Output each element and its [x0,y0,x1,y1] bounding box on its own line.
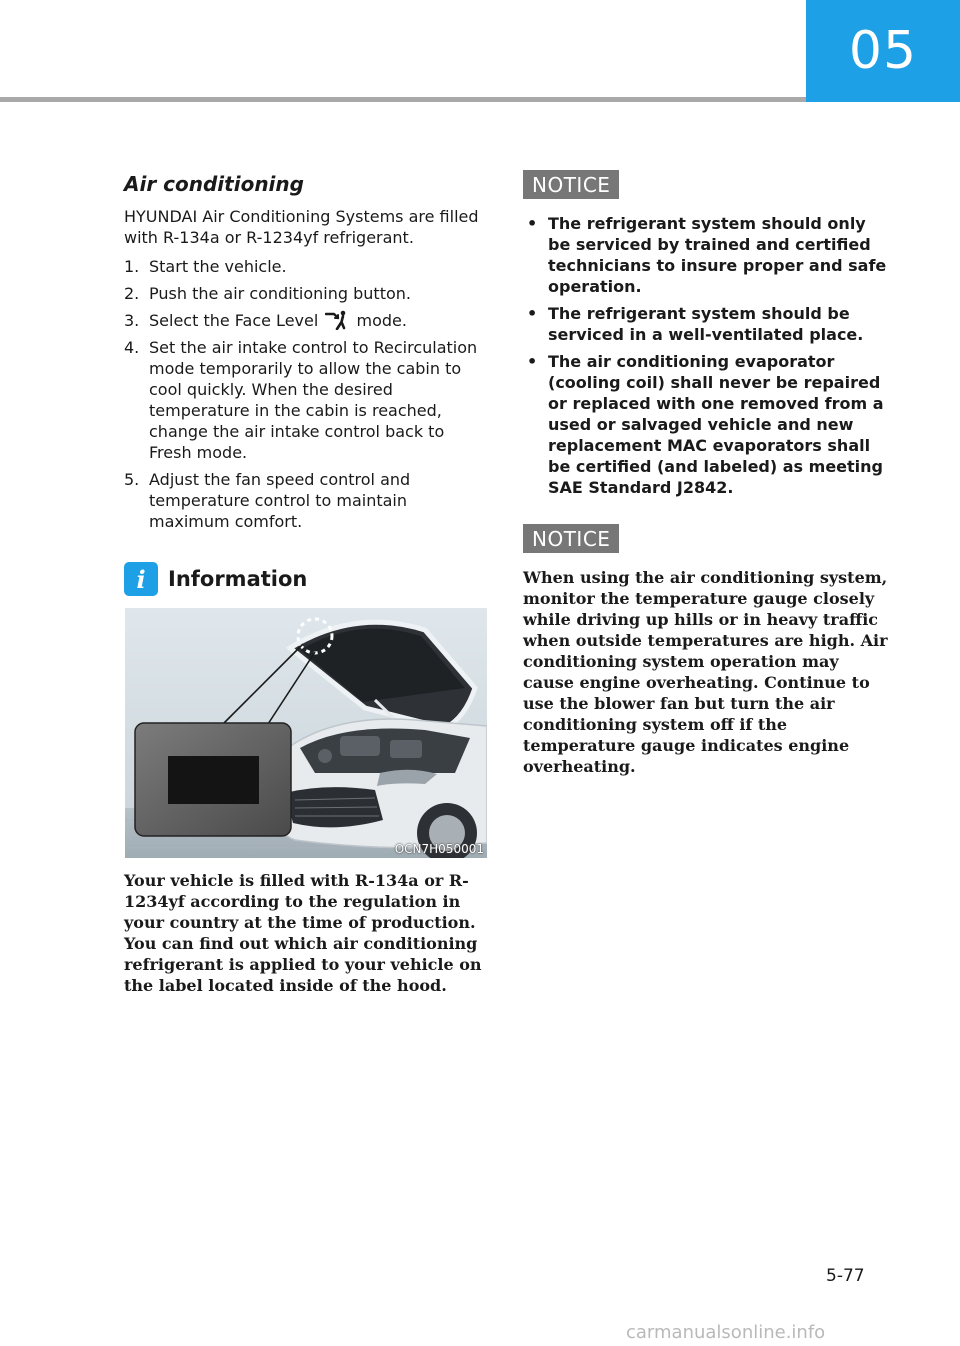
step-text: Set the air intake control to Recirculation mode temporarily to allow the cabin to cool quickly. When the desired temperature in the cabin is reached, change the air intake control back to Fresh mode. [149,338,478,462]
list-item [523,303,888,345]
hood-label-figure [125,608,487,858]
step-number: 3. [124,311,140,330]
information-header [124,562,488,596]
notice-badge: NOTICE [523,170,619,199]
step-text: Push the air conditioning button. [149,284,411,303]
notice-box [523,524,888,777]
step-text: Start the vehicle. [149,257,287,276]
bullet: • [527,352,538,371]
info-icon: i [124,562,158,596]
step-text: Adjust the fan speed control and temperature control to maintain maximum comfort. [149,470,411,531]
list-item [523,351,888,498]
face-level-icon [325,310,349,330]
notice-badge: NOTICE [523,524,619,553]
list-item [124,469,488,532]
notice-item-text: The refrigerant system should be serviced in a well-ventilated place. [548,304,864,344]
chapter-tab: 05 [806,0,960,102]
right-column [523,170,888,777]
list-item [523,213,888,297]
page-number: 5-77 [826,1266,865,1286]
hood-illustration [125,608,487,858]
list-item [124,337,488,463]
left-column [124,170,488,996]
list-item [124,256,488,277]
figure-code: OCN7H050001 [394,842,484,856]
notice-list [523,213,888,498]
section-title: Air conditioning [124,172,304,196]
notice-item-text: The refrigerant system should only be serviced by trained and certified technicians to insure proper and safe operation. [548,214,887,296]
step-text-after: mode. [356,311,407,330]
notice-text: When using the air conditioning system, monitor the temperature gauge closely while driving up hills or in heavy traffic when outside temperatures are high. Air conditioning system operation may cause engine overheating. Continue to use the blower fan but turn the air conditioning system off if the temperature gauge indicates engine overheating. [523,568,888,776]
list-item [124,310,488,331]
bullet: • [527,304,538,323]
notice-box [523,170,888,498]
step-text-before: Select the Face Level [149,311,319,330]
step-number: 4. [124,338,140,357]
list-item [124,283,488,304]
step-text [149,310,488,331]
step-number: 5. [124,470,140,489]
step-number: 2. [124,284,140,303]
notice-item-text: The air conditioning evaporator (cooling coil) shall never be repaired or replaced with one removed from a used or salvaged vehicle and new replacement MAC evaporators shall be certified (and labeled) as meeting SAE Standard J2842. [548,352,884,497]
information-title: Information [168,567,308,591]
watermark: carmanualsonline.info [626,1322,826,1343]
step-number: 1. [124,257,140,276]
bullet: • [527,214,538,233]
header-rule [0,97,806,102]
steps-list [124,256,488,532]
information-text: Your vehicle is filled with R-134a or R-1234yf according to the regulation in your country at the time of production. You can find out which air conditioning refrigerant is applied to your vehicle on the label located inside of the hood. [124,871,482,995]
section-intro: HYUNDAI Air Conditioning Systems are filled with R-134a or R-1234yf refrigerant. [124,207,479,247]
